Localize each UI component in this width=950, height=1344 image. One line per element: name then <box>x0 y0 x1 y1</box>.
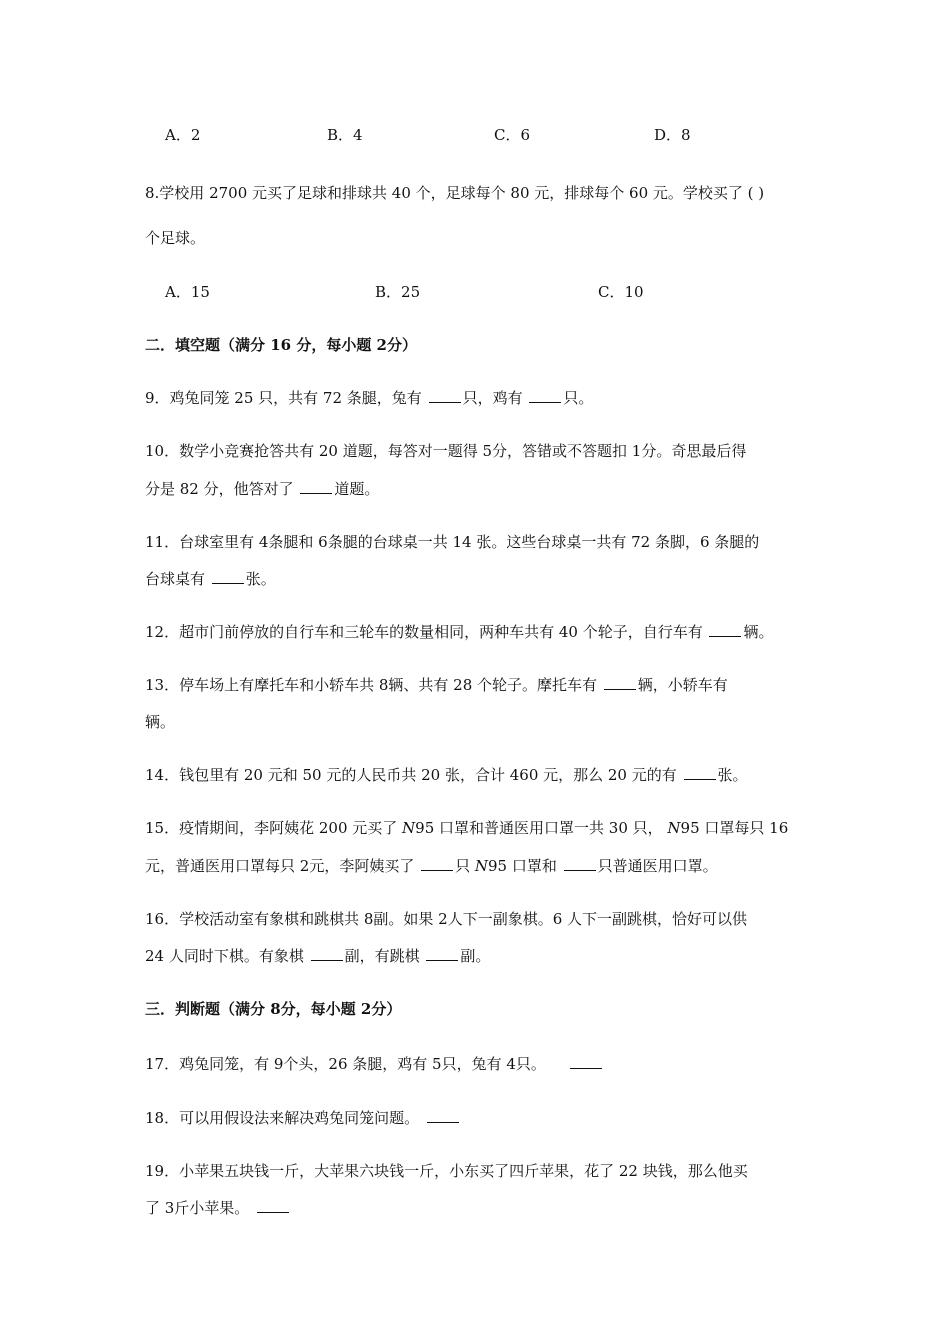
q15-text-e: 只 <box>455 857 475 875</box>
q15-text-f: 95 口罩和 <box>488 857 562 875</box>
q15-n1: N <box>402 819 416 837</box>
q15-line2 <box>145 856 718 876</box>
q19-text: 了 3斤小苹果。 <box>145 1199 250 1217</box>
q10-line1: 10．数学小竞赛抢答共有 20 道题，每答对一题得 5分，答错或不答题扣 1分。奇思最后得 <box>145 442 747 460</box>
q15-text-b: 95 口罩和普通医用口罩一共 30 只， <box>415 819 668 837</box>
q7-option-a: A．2 <box>165 126 201 144</box>
q15-n2: N <box>667 819 681 837</box>
q8-line1: 8.学校用 2700 元买了足球和排球共 40 个，足球每个 80 元，排球每个 60 元。学校买了 ( ) <box>145 184 765 202</box>
q15-blank-n95[interactable] <box>421 856 453 871</box>
q8-option-a: A．15 <box>165 283 210 301</box>
q9-blank-chickens[interactable] <box>529 388 561 403</box>
q15-n3: N <box>474 857 488 875</box>
q10-line2 <box>145 479 379 499</box>
q19-blank[interactable] <box>257 1198 289 1213</box>
q8-line2: 个足球。 <box>145 229 206 247</box>
q16-blank-checkers[interactable] <box>426 946 458 961</box>
q15-text-c: 95 口罩每只 16 <box>680 819 789 837</box>
q11-blank[interactable] <box>212 569 244 584</box>
section3-title: 三．判断题（满分 8分，每小题 2分） <box>145 1000 402 1018</box>
q15-text-d: 元，普通医用口罩每只 2元，李阿姨买了 <box>145 857 420 875</box>
q18-text: 18．可以用假设法来解决鸡兔同笼问题。 <box>145 1109 420 1127</box>
q13-text-b: 辆，小轿车有 <box>637 676 728 694</box>
q14-blank[interactable] <box>684 765 716 780</box>
section2-title: 二．填空题（满分 16 分，每小题 2分） <box>145 336 417 354</box>
q18-blank[interactable] <box>427 1108 459 1123</box>
q10-blank[interactable] <box>300 479 332 494</box>
q16-text-b: 副，有跳棋 <box>344 947 425 965</box>
q19-line2 <box>145 1198 291 1218</box>
q8-option-c: C．10 <box>598 283 644 301</box>
q14-text-a: 14．钱包里有 20 元和 50 元的人民币共 20 张，合计 460 元，那么 20 元的有 <box>145 766 682 784</box>
q13-line2: 辆。 <box>145 713 176 731</box>
q9-text-a: 9．鸡兔同笼 25 只，共有 72 条腿，兔有 <box>145 389 427 407</box>
q10-text-b: 道题。 <box>334 480 380 498</box>
q19-line1: 19．小苹果五块钱一斤，大苹果六块钱一斤，小东买了四斤苹果，花了 22 块钱，那么他买 <box>145 1162 748 1180</box>
q17 <box>145 1054 604 1074</box>
q7-option-c: C．6 <box>494 126 531 144</box>
q14-text-b: 张。 <box>717 766 748 784</box>
q14 <box>145 765 748 785</box>
q16-text-a: 24 人同时下棋。有象棋 <box>145 947 309 965</box>
q9-text-c: 只。 <box>563 389 594 407</box>
q15-text-a: 15．疫情期间，李阿姨花 200 元买了 <box>145 819 403 837</box>
q15-line1 <box>145 818 788 838</box>
q15-text-g: 只普通医用口罩。 <box>597 857 718 875</box>
q12 <box>145 622 774 642</box>
q16-line2 <box>145 946 490 966</box>
q11-text-a: 台球桌有 <box>145 570 210 588</box>
q9 <box>145 388 593 408</box>
q7-option-b: B．4 <box>327 126 363 144</box>
q13-line1 <box>145 675 728 695</box>
q12-blank[interactable] <box>709 622 741 637</box>
q10-text-a: 分是 82 分，他答对了 <box>145 480 299 498</box>
q8-option-b: B．25 <box>375 283 421 301</box>
q15-blank-regular[interactable] <box>564 856 596 871</box>
q12-text-b: 辆。 <box>743 623 774 641</box>
q13-blank[interactable] <box>604 675 636 690</box>
q16-blank-chess[interactable] <box>311 946 343 961</box>
q11-text-b: 张。 <box>245 570 276 588</box>
q11-line2 <box>145 569 276 589</box>
q7-option-d: D．8 <box>654 126 691 144</box>
q9-blank-rabbits[interactable] <box>429 388 461 403</box>
q16-text-c: 副。 <box>460 947 491 965</box>
q9-text-b: 只，鸡有 <box>462 389 528 407</box>
q11-line1: 11．台球室里有 4条腿和 6条腿的台球桌一共 14 张。这些台球桌一共有 72 条脚，6 条腿的 <box>145 533 760 551</box>
q17-text: 17．鸡兔同笼，有 9个头，26 条腿，鸡有 5只，兔有 4只。 <box>145 1055 546 1073</box>
q16-line1: 16．学校活动室有象棋和跳棋共 8副。如果 2人下一副象棋。6 人下一副跳棋，恰好可以供 <box>145 910 748 928</box>
q13-text-a: 13．停车场上有摩托车和小轿车共 8辆、共有 28 个轮子。摩托车有 <box>145 676 602 694</box>
q12-text-a: 12．超市门前停放的自行车和三轮车的数量相同，两种车共有 40 个轮子，自行车有 <box>145 623 708 641</box>
q17-blank[interactable] <box>570 1054 602 1069</box>
q18 <box>145 1108 461 1128</box>
